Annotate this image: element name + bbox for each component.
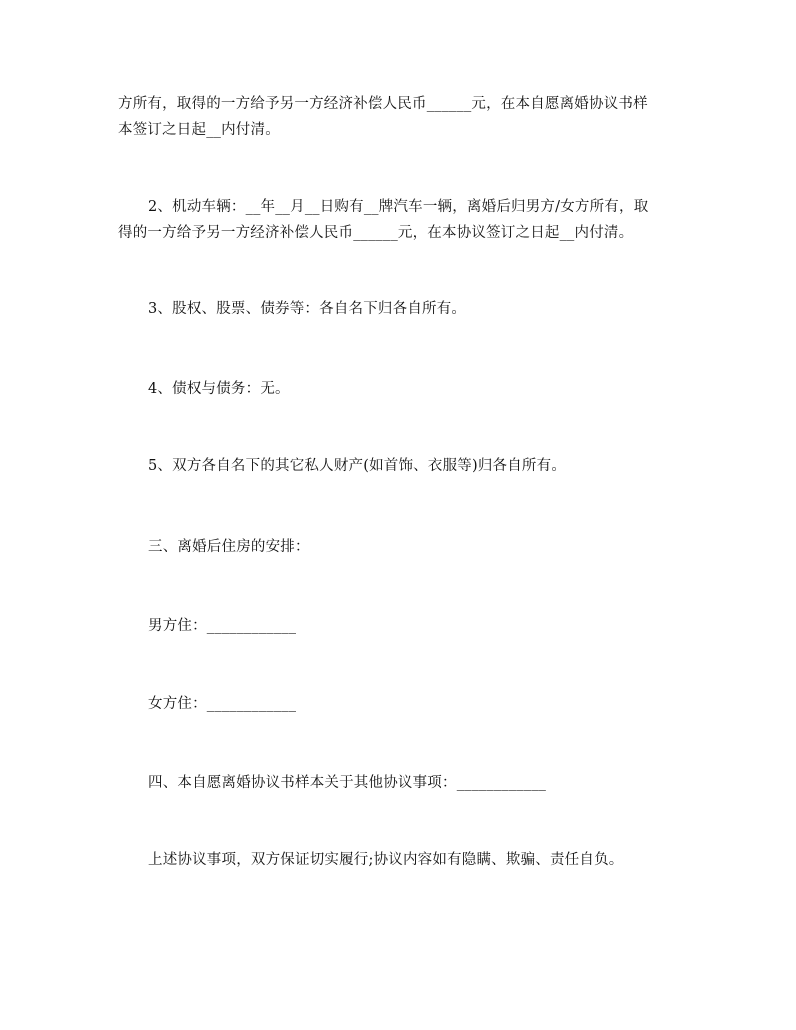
vehicle-clause-line-2: 得的一方给予另一方经济补偿人民币______元，在本协议签订之日起__内付清。 [118, 225, 634, 241]
closing-statement: 上述协议事项，双方保证切实履行;协议内容如有隐瞒、欺骗、责任自负。 [148, 852, 624, 868]
male-residence-line: 男方住：____________ [148, 618, 297, 634]
vehicle-clause-line-1: 2、机动车辆：__年__月__日购有__牌汽车一辆，离婚后归男方/女方所有，取 [148, 199, 649, 215]
equity-clause: 3、股权、股票、债券等：各自名下归各自所有。 [148, 301, 467, 317]
compensation-paragraph-line-1: 方所有，取得的一方给予另一方经济补偿人民币______元，在本自愿离婚协议书样 [118, 96, 648, 112]
debt-clause: 4、债权与债务：无。 [148, 381, 290, 397]
female-residence-line: 女方住：____________ [148, 696, 297, 712]
personal-property-clause: 5、双方各自名下的其它私人财产(如首饰、衣服等)归各自所有。 [148, 458, 567, 474]
compensation-paragraph-line-2: 本签订之日起__内付清。 [118, 122, 280, 138]
housing-section-heading: 三、离婚后住房的安排： [148, 539, 310, 555]
other-matters-heading: 四、本自愿离婚协议书样本关于其他协议事项：____________ [148, 775, 547, 791]
